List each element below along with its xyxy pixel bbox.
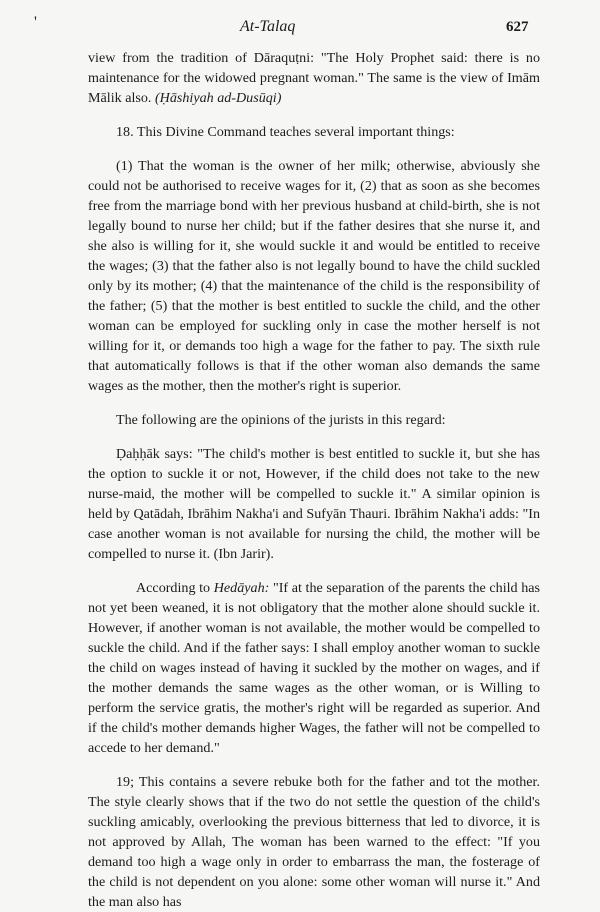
hedayah-text: "If at the separation of the parents the child has not yet been weaned, it is not obligatory that the mother alone should suckle it. However, if another woman is not available, the mother would be compelled to suckle the child. And if the father says: I shall employ another woman to suckle the child on wages instead of having it suckled by the mother on wages, and if the mother demands the same wages as the other woman, or is Willing to perform the service gratis, the mother's right will be regarded as superior. And if the child's mother demands higher Wages, the father will not be compelled to accede to her demand." [88,580,540,756]
intro-text: view from the tradition of Dāraquṭni: "The Holy Prophet said: there is no maintenance for the widowed pregnant woman." The same is the view of Imām Mālik also. [88,50,540,106]
margin-mark: ' [34,14,37,31]
page-header [0,14,600,38]
note-18-body: (1) That the woman is the owner of her milk; otherwise, abviously she could not be authorised to receive wages for it, (2) that as soon as she becomes free from the marriage bond with her previous husband at child-birth, she is not legally bound to nurse her child; but if the father desires that she nurse it, and she also is willing for it, she would suckle it and would be entitled to receive the wages; (3) that the father also is not legally bound to have the child suckled only by its mother; (4) that the maintenance of the child is the responsibility of the father; (5) that the mother is best entitled to suckle the child, and the other woman can be employed for suckling only in case the mother herself is not willing for it, or demands too high a wage for the father to pay. The sixth rule that automatically follows is that if the other woman also demands the same wages as the mother, then the mother's right is superior. [88,158,540,394]
page-number: 627 [506,19,529,35]
dahhak-opinion: Ḍaḥḥāk says: "The child's mother is best entitled to suckle it, but she has the option to suckle it or not, However, if the child does not take to the new nurse-maid, the mother will be compelled to suckle it." A similar opinion is held by Qatādah, Ibrāhim Nakha'i and Sufyān Thauri. Ibrāhim Nakha'i adds: "In case another woman is not available for nursing the child, the mother will be compelled to nurse it. (Ibn Jarir). [88,446,540,562]
hedayah-lead: According to [136,580,214,596]
jurists-intro: The following are the opinions of the jurists in this regard: [116,412,446,428]
hedayah-source: Hedāyah: [213,580,270,596]
intro-paragraph [88,48,540,108]
running-title: At-Talaq [240,18,296,35]
page-body [88,48,540,912]
hedayah-opinion [88,578,540,758]
note-19-paragraph: 19; This contains a severe rebuke both for the father and tot the mother. The style clearly shows that if the two do not settle the question of the child's suckling amicably, overlooking the previous bitterness that led to divorce, it is not approved by Allah, The woman has been warned to the effect: "If you demand too high a wage only in order to embarrass the man, the fosterage of the child is not dependent on you alone: some other woman will nurse it." And the man also has [88,774,540,910]
intro-citation: (Ḥāshiyah ad-Dusūqi) [154,90,282,106]
note-18-heading: 18. This Divine Command teaches several important things: [116,124,455,140]
